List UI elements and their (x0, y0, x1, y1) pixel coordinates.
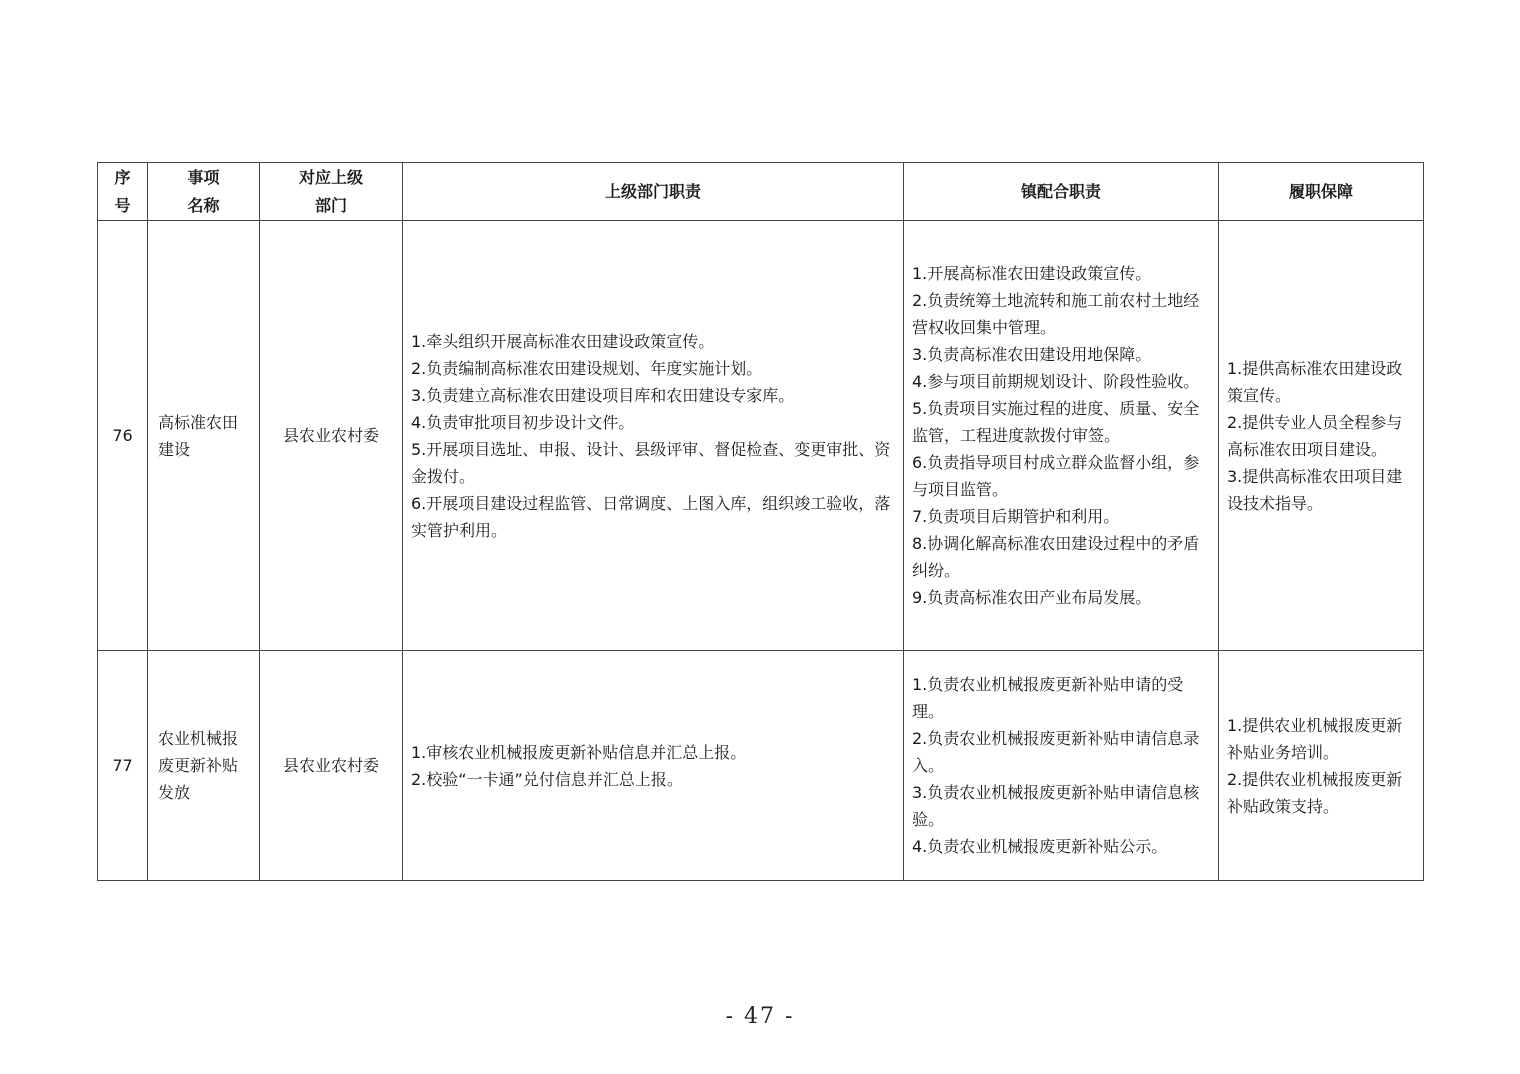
header-guarantee: 履职保障 (1219, 163, 1424, 221)
duty-item: 7.负责项目后期管护和利用。 (912, 507, 1120, 526)
row-town-duty (904, 221, 1219, 651)
header-dept: 对应上级部门 (260, 163, 403, 221)
row-town-duty (904, 651, 1219, 881)
duty-item: 3.负责建立高标准农田建设项目库和农田建设专家库。 (411, 385, 795, 405)
duty-item: 4.负责农业机械报废更新补贴公示。 (912, 837, 1168, 856)
duty-item: 1.审核农业机械报废更新补贴信息并汇总上报。 (411, 742, 747, 762)
guarantee-item: 3.提供高标准农田项目建设技术指导。 (1227, 466, 1403, 513)
row-dept: 县农业农村委 (260, 221, 403, 651)
row-dept: 县农业农村委 (260, 651, 403, 881)
row-upper-duty (403, 221, 904, 651)
header-row (98, 163, 1424, 221)
guarantee-item: 1.提供农业机械报废更新补贴业务培训。 (1227, 715, 1403, 762)
duty-item: 5.开展项目选址、申报、设计、县级评审、督促检查、变更审批、资金拨付。 (411, 439, 891, 486)
row-index: 77 (98, 651, 148, 881)
duty-item: 4.参与项目前期规划设计、阶段性验收。 (912, 372, 1200, 391)
duty-item: 2.负责编制高标准农田建设规划、年度实施计划。 (411, 358, 763, 378)
duty-item: 4.负责审批项目初步设计文件。 (411, 412, 635, 432)
duty-item: 1.负责农业机械报废更新补贴申请的受理。 (912, 675, 1184, 721)
guarantee-item: 2.提供农业机械报废更新补贴政策支持。 (1227, 769, 1403, 816)
duty-item: 5.负责项目实施过程的进度、质量、安全监管，工程进度款拨付审签。 (912, 399, 1200, 445)
header-upper-duty: 上级部门职责 (403, 163, 904, 221)
duty-item: 6.负责指导项目村成立群众监督小组，参与项目监管。 (912, 453, 1200, 499)
page-number: - 47 - (725, 1004, 795, 1029)
header-index: 序号 (98, 163, 148, 221)
duty-item: 9.负责高标准农田产业布局发展。 (912, 588, 1152, 607)
duty-item: 6.开展项目建设过程监管、日常调度、上图入库，组织竣工验收，落实管护利用。 (411, 493, 891, 540)
guarantee-item: 1.提供高标准农田建设政策宣传。 (1227, 358, 1403, 405)
duty-item: 3.负责农业机械报废更新补贴申请信息核验。 (912, 783, 1200, 829)
row-item-name: 高标准农田建设 (148, 221, 260, 651)
row-guarantee (1219, 651, 1424, 881)
row-guarantee (1219, 221, 1424, 651)
duty-item: 2.负责农业机械报废更新补贴申请信息录入。 (912, 729, 1200, 775)
row-upper-duty (403, 651, 904, 881)
duty-table (97, 162, 1424, 881)
duty-item: 3.负责高标准农田建设用地保障。 (912, 345, 1152, 364)
header-item-name: 事项名称 (148, 163, 260, 221)
duty-item: 2.校验“一卡通”兑付信息并汇总上报。 (411, 769, 683, 789)
row-item-name: 农业机械报废更新补贴发放 (148, 651, 260, 881)
table-row (98, 221, 1424, 651)
duty-item: 2.负责统筹土地流转和施工前农村土地经营权收回集中管理。 (912, 291, 1200, 337)
table-row (98, 651, 1424, 881)
duty-item: 1.开展高标准农田建设政策宣传。 (912, 264, 1152, 283)
duty-item: 8.协调化解高标准农田建设过程中的矛盾纠纷。 (912, 534, 1200, 580)
duty-item: 1.牵头组织开展高标准农田建设政策宣传。 (411, 331, 715, 351)
row-index: 76 (98, 221, 148, 651)
header-town-duty: 镇配合职责 (904, 163, 1219, 221)
guarantee-item: 2.提供专业人员全程参与高标准农田项目建设。 (1227, 412, 1403, 459)
